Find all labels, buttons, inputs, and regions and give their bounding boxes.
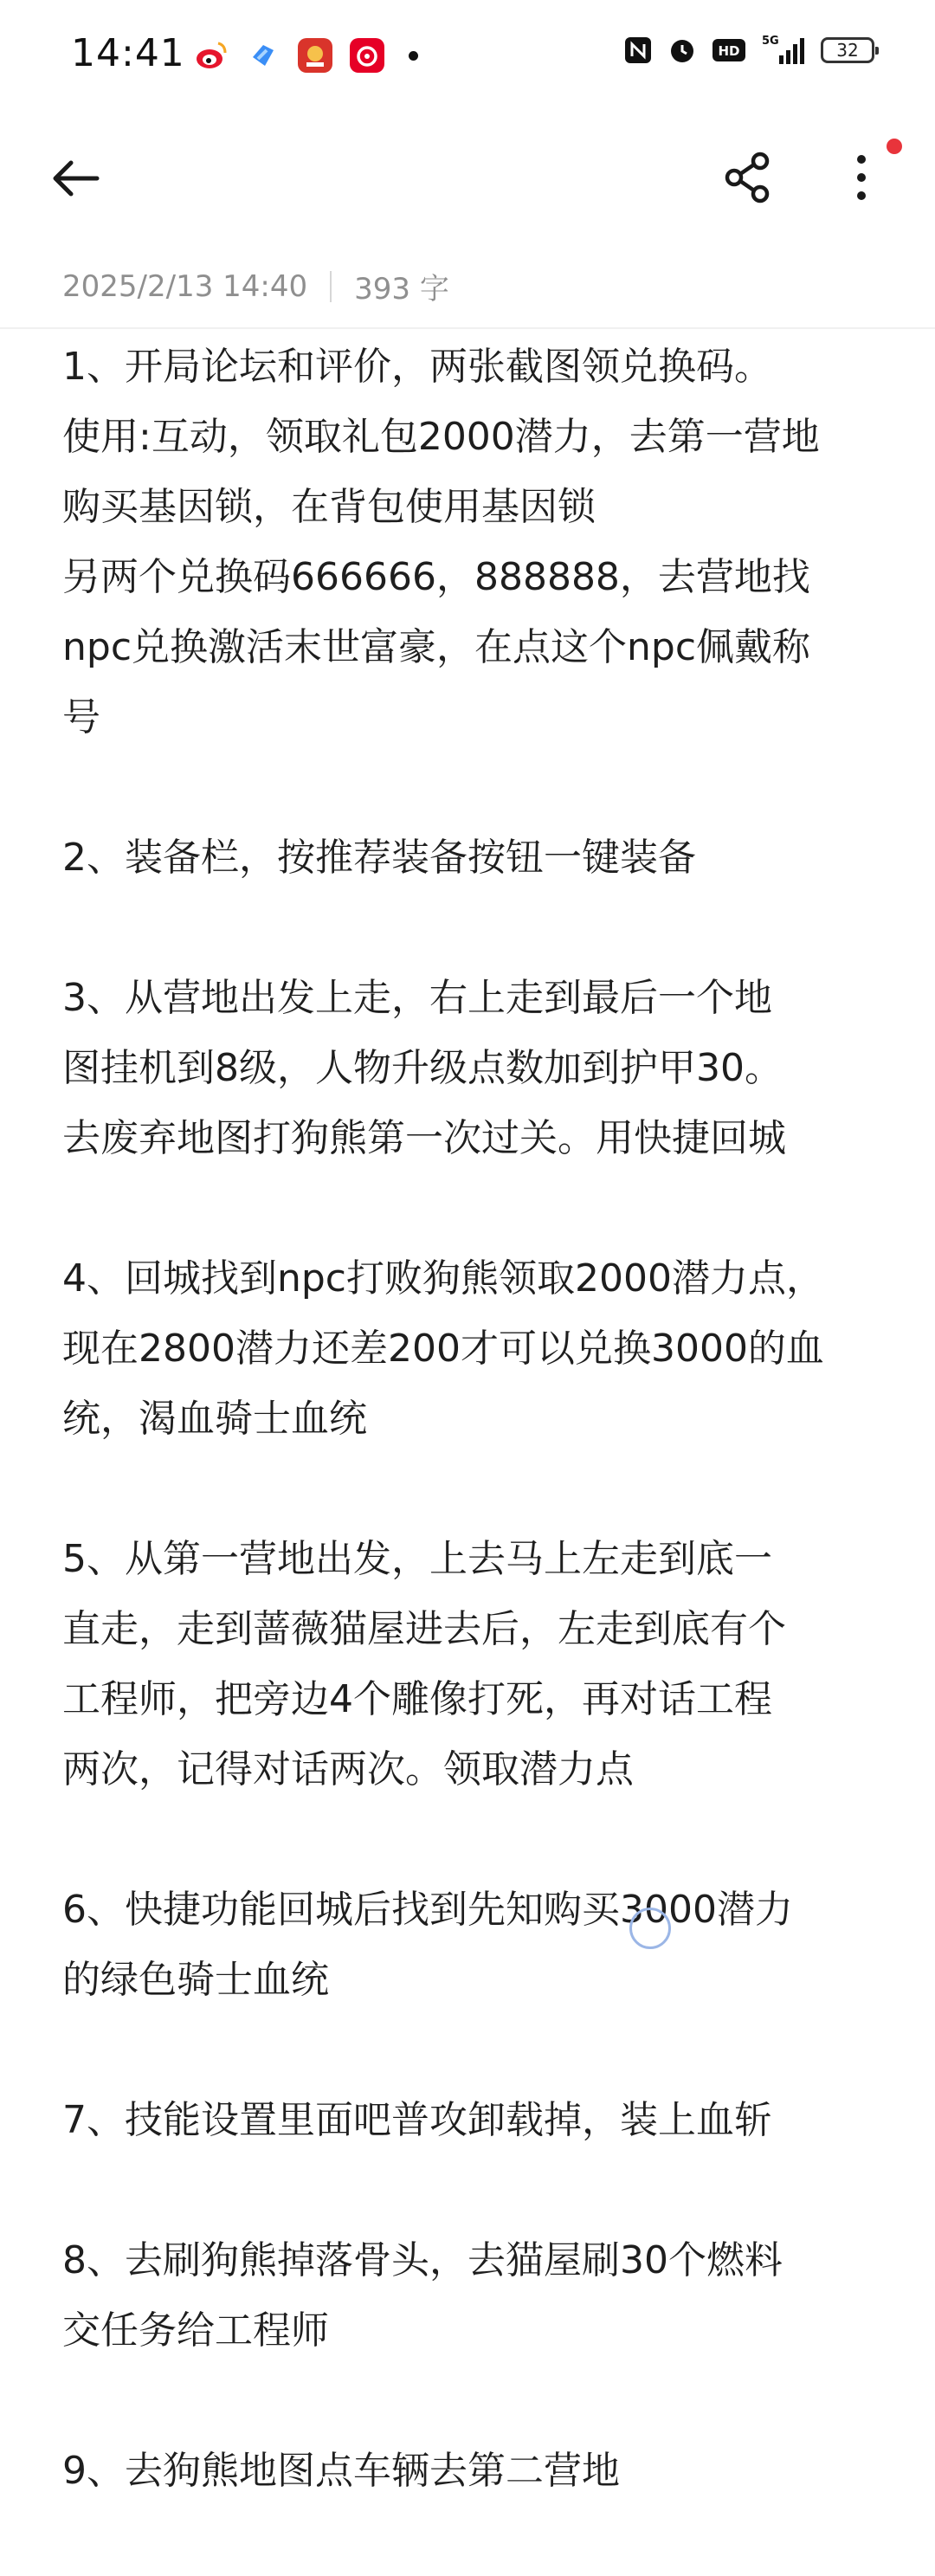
text-line: 购买基因锁，在背包使用基因锁 — [62, 485, 596, 529]
note-paragraph — [62, 823, 893, 893]
notification-icons — [194, 38, 418, 73]
battery-icon: 32 — [821, 37, 874, 63]
text-line: 9、去狗熊地图点车辆去第二营地 — [62, 2449, 620, 2493]
text-line: 6、快捷功能回城后找到先知购买3000潜力 — [62, 1888, 793, 1932]
note-datetime: 2025/2/13 14:40 — [62, 268, 308, 304]
divider — [0, 327, 935, 329]
signal-5g-icon — [760, 33, 807, 68]
note-paragraph — [62, 2436, 893, 2506]
text-line: 使用:互动，领取礼包2000潜力，去第一营地 — [62, 415, 820, 459]
system-icons — [623, 33, 874, 68]
text-line: 两次，记得对话两次。领取潜力点 — [62, 1747, 634, 1792]
text-line: 8、去刷狗熊掉落骨头，去猫屋刷30个燃料 — [62, 2238, 783, 2282]
note-paragraph — [62, 332, 893, 752]
status-bar — [0, 0, 935, 113]
share-icon[interactable] — [720, 149, 777, 206]
text-line: 号 — [62, 695, 100, 739]
netease-music-icon — [350, 38, 384, 73]
more-notifications-dot — [409, 51, 418, 61]
note-paragraph — [62, 1243, 893, 1454]
weibo-icon — [194, 38, 229, 73]
text-line: 5、从第一营地出发，上去马上左走到底一 — [62, 1537, 772, 1581]
note-paragraph — [62, 2225, 893, 2366]
note-body[interactable] — [62, 332, 893, 2576]
text-line: 7、技能设置里面吧普攻卸载掉，装上血斩 — [62, 2098, 772, 2142]
notification-badge — [887, 139, 902, 154]
back-arrow-icon[interactable] — [48, 151, 104, 206]
note-paragraph — [62, 963, 893, 1173]
text-line: 图挂机到8级，人物升级点数加到护甲30。 — [62, 1046, 783, 1090]
meta-separator — [330, 271, 332, 302]
text-line: 4、回城找到npc打败狗熊领取2000潜力点， — [62, 1256, 824, 1301]
word-count: 393 字 — [354, 272, 449, 307]
touch-indicator — [629, 1908, 671, 1949]
svg-text:HD: HD — [718, 43, 740, 59]
alarm-icon — [667, 35, 698, 66]
status-time: 14:41 — [71, 31, 185, 75]
more-vertical-icon[interactable] — [840, 149, 883, 206]
text-line: 直走，走到蔷薇猫屋进去后，左走到底有个 — [62, 1607, 786, 1651]
text-line: 去废弃地图打狗熊第一次过关。用快捷回城 — [62, 1116, 786, 1160]
text-line: 3、从营地出发上走，右上走到最后一个地 — [62, 976, 772, 1020]
hd-icon — [712, 37, 746, 63]
text-line: 现在2800潜力还差200才可以兑换3000的血 — [62, 1327, 824, 1371]
game-icon — [298, 38, 332, 73]
text-line: npc兑换激活末世富豪，在点这个npc佩戴称 — [62, 625, 811, 669]
text-line: 工程师，把旁边4个雕像打死，再对话工程 — [62, 1677, 772, 1721]
text-line: 另两个兑换码666666，888888，去营地找 — [62, 555, 810, 599]
toolbar — [0, 130, 935, 225]
note-meta — [62, 265, 449, 307]
note-paragraph — [62, 1524, 893, 1804]
text-line: 的绿色骑士血统 — [62, 1958, 329, 2002]
text-line: 交任务给工程师 — [62, 2308, 329, 2353]
text-line: 1、开局论坛和评价，两张截图领兑换码。 — [62, 345, 772, 389]
svg-text:5G: 5G — [762, 35, 779, 48]
text-line: 2、装备栏，按推荐装备按钮一键装备 — [62, 836, 696, 880]
note-paragraph — [62, 1875, 893, 2015]
text-line: 统，渴血骑士血统 — [62, 1397, 367, 1441]
note-paragraph — [62, 2085, 893, 2155]
app-icon — [246, 38, 280, 73]
nfc-icon — [623, 36, 653, 65]
